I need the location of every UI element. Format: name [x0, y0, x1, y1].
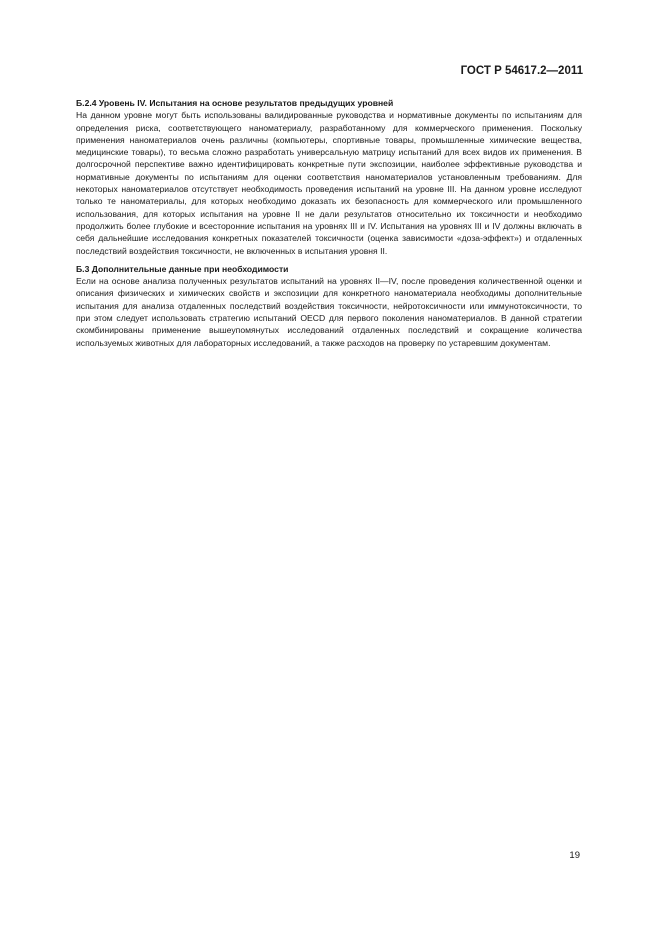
section-paragraph-b3: Если на основе анализа полученных результатов испытаний на уровнях II—IV, после проведения количественной оценки и описания физических и химических свойств и экспозиции для конкретного наноматериала необходимы дополнительные испытания для анализа отдаленных последствий воздействия токсичности, нейротоксичности или иммунотоксичности, то при этом следует использовать стратегию испытаний OECD для первого поколения наноматериалов. В данной стратегии скомбинированы применение вышеупомянутых исследований отдаленных последствий и сокращение количества используемых животных для лабораторных исследований, а также расходов на проверку по устаревшим документам.	[76, 276, 582, 348]
section-paragraph-b24: На данном уровне могут быть использованы валидированные руководства и нормативные документы по испытаниям для определения риска, соответствующего наноматериалу, разработанному для коммерческого применения. Поскольку применения наноматериалов очень различны (компьютеры, спортивные товары, промышленные химические вещества, медицинские товары), то весьма сложно разработать универсальную матрицу испытаний для всех видов их применения. В долгосрочной перспективе важно идентифицировать конкретные пути экспозиции, наиболее эффективные руководства и нормативные документы по испытаниям для оценки соответствия наноматериалов установленным требованиям. Для некоторых наноматериалов отсутствует необходимость проведения испытаний на уровне III. На данном уровне исследуют только те наноматериалы, для которых необходимо доказать их безопасность для коммерческого или промышленного использования, для которых испытания на уровне II не дали результатов относительно их токсичности и необходимо продолжить более глубокие и всесторонние испытания на уровнях III и IV. Испытания на уровнях III и IV должны включать в себя дальнейшие исследования конкретных показателей токсичности (оценка зависимости «доза-эффект») и отдаленных последствий воздействия токсичности, не включенных в испытания уровня II.	[76, 110, 582, 256]
document-id-header: ГОСТ Р 54617.2—2011	[460, 65, 583, 77]
document-body	[76, 97, 582, 349]
section-heading-b24: Б.2.4 Уровень IV. Испытания на основе результатов предыдущих уровней	[76, 98, 394, 108]
section-heading-b3: Б.3 Дополнительные данные при необходимости	[76, 263, 289, 274]
page-number: 19	[569, 850, 580, 861]
